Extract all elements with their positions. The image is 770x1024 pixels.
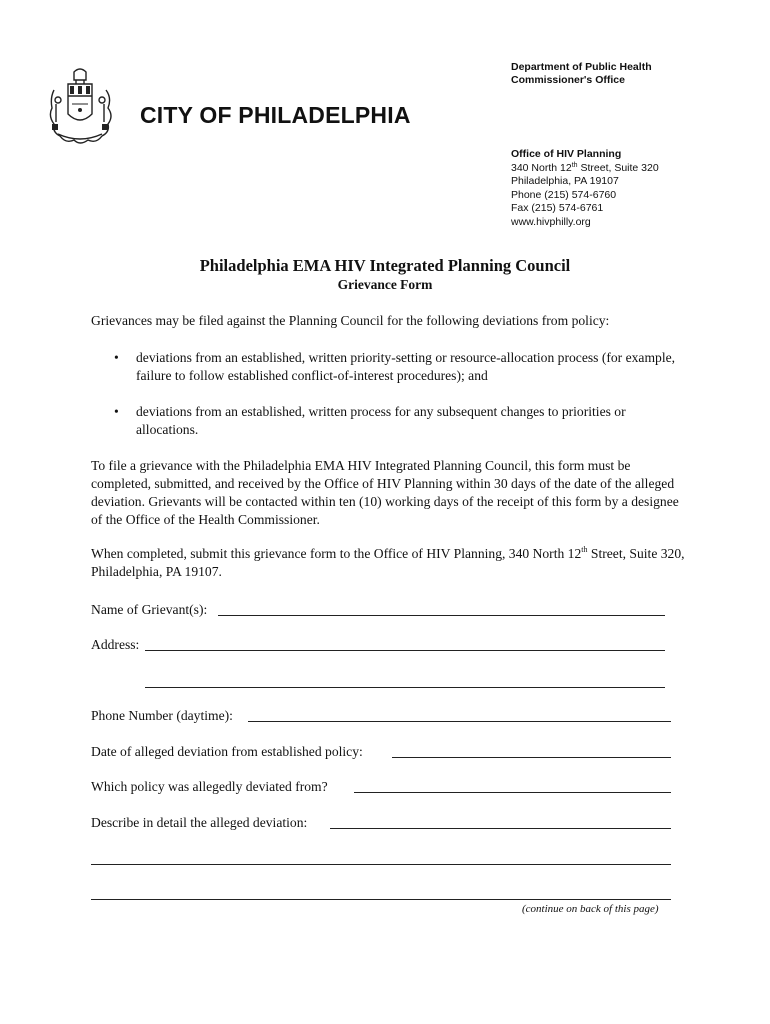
list-item-text: deviations from an established, written process for any subsequent changes to priorities or allocations. <box>136 404 626 437</box>
describe-deviation-field[interactable] <box>330 828 671 829</box>
list-item-text: deviations from an established, written priority-setting or resource-allocation process (for example, failure to follow established conflict-of-interest procedures); and <box>136 350 676 383</box>
address-suffix: Street, Suite 320 <box>577 161 659 174</box>
submission-text-start: When completed, submit this grievance form to the Office of HIV Planning, 340 North 12 <box>91 546 582 561</box>
form-title: Philadelphia EMA HIV Integrated Planning Council <box>199 256 571 275</box>
city-title: CITY OF PHILADELPHIA <box>140 102 411 128</box>
describe-deviation-label: Describe in detail the alleged deviation: <box>91 815 308 830</box>
department-header <box>511 61 652 87</box>
deviation-date-label: Date of alleged deviation from established policy: <box>91 744 363 759</box>
describe-deviation-field-line2[interactable] <box>91 864 671 865</box>
deviation-date-field[interactable] <box>392 757 671 758</box>
address-label: Address: <box>91 637 140 652</box>
office-phone: Phone (215) 574-6760 <box>511 188 617 201</box>
intro-paragraph: Grievances may be filed against the Planning Council for the following deviations from policy: <box>91 313 610 328</box>
grievant-name-label: Name of Grievant(s): <box>91 602 208 617</box>
address-field-line2[interactable] <box>145 687 665 688</box>
address-prefix: 340 North 12 <box>511 161 572 174</box>
phone-label: Phone Number (daytime): <box>91 708 233 723</box>
submission-paragraph <box>91 545 686 581</box>
describe-deviation-field-line3[interactable] <box>91 899 671 900</box>
address-superscript: th <box>571 161 578 169</box>
list-item <box>91 349 686 385</box>
office-address <box>511 162 659 176</box>
form-subtitle: Grievance Form <box>337 277 433 292</box>
bullet-icon: • <box>114 404 119 419</box>
grievant-name-field[interactable] <box>218 615 665 616</box>
submission-superscript: th <box>581 545 588 554</box>
phone-field[interactable] <box>248 721 671 722</box>
continue-note: (continue on back of this page) <box>522 903 659 915</box>
office-contact-block <box>511 148 659 230</box>
deviation-list <box>91 349 686 439</box>
bullet-icon: • <box>114 350 119 365</box>
office-name: Office of HIV Planning <box>511 148 622 160</box>
office-fax: Fax (215) 574-6761 <box>511 202 604 215</box>
department-name: Department of Public Health <box>511 61 652 73</box>
list-item <box>91 403 686 439</box>
submission-text-end: Street, Suite 320, Philadelphia, PA 19107. <box>91 546 685 579</box>
commissioner-office: Commissioner's Office <box>511 74 625 86</box>
office-website: www.hivphilly.org <box>511 215 591 228</box>
policy-field[interactable] <box>354 792 671 793</box>
city-seal-logo <box>44 64 116 148</box>
policy-label: Which policy was allegedly deviated from? <box>91 779 328 794</box>
address-field-line1[interactable] <box>145 650 665 651</box>
filing-instructions-paragraph: To file a grievance with the Philadelphia EMA HIV Integrated Planning Council, this form must be completed, submitted, and received by the Office of HIV Planning within 30 days of the date of the alleged deviation. Grievants will be contacted within ten (10) working days of the receipt of this form by a designee of the Office of the Health Commissioner. <box>91 458 679 527</box>
office-city-state: Philadelphia, PA 19107 <box>511 175 619 188</box>
